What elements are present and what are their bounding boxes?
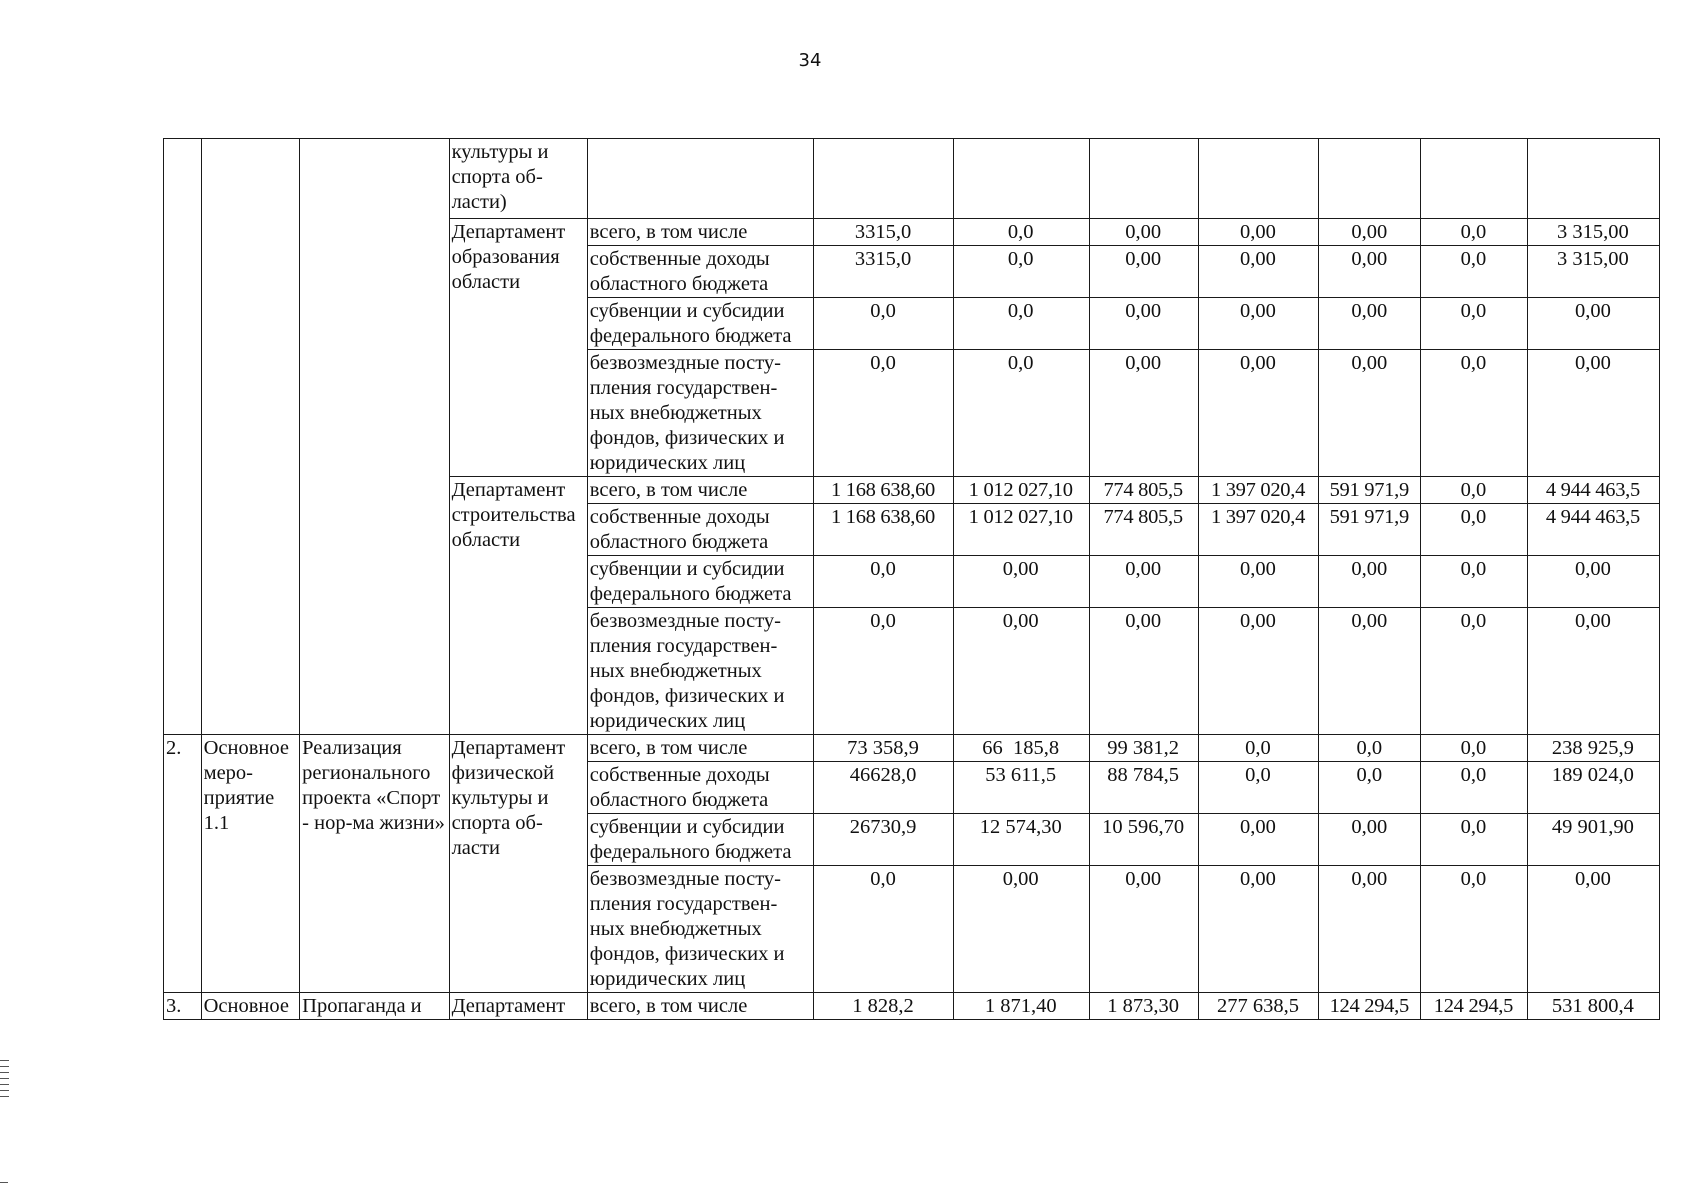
cell-source [587, 139, 814, 219]
cell-value: 0,00 [1198, 866, 1319, 993]
cell-source: всего, в том числе [587, 993, 814, 1020]
cell-value: 0,00 [1089, 556, 1198, 608]
cell-value: 0,0 [953, 298, 1089, 350]
cell-value: 124 294,5 [1319, 993, 1421, 1020]
cell-value: 0,0 [814, 556, 953, 608]
margin-marks [0, 1060, 9, 1102]
cell-value: 774 805,5 [1089, 477, 1198, 504]
cell-value: 0,00 [1319, 219, 1421, 246]
cell-value: 1 168 638,60 [814, 477, 953, 504]
cell-value: 0,00 [1319, 814, 1421, 866]
cell-source: безвозмездные посту-пления государствен-ных внебюджетных фондов, физических и юридических лиц [587, 608, 814, 735]
cell-value: 277 638,5 [1198, 993, 1319, 1020]
cell-source: безвозмездные посту-пления государствен-ных внебюджетных фондов, физических и юридических лиц [587, 350, 814, 477]
cell-value: 0,00 [953, 608, 1089, 735]
cell-total: 189 024,0 [1527, 762, 1659, 814]
cell-value: 774 805,5 [1089, 504, 1198, 556]
cell-value: 0,00 [953, 866, 1089, 993]
cell-value: 591 971,9 [1319, 477, 1421, 504]
cell-value: 0,00 [1089, 350, 1198, 477]
cell-executor: Департамент физической культуры и спорта об-ласти [449, 735, 587, 993]
cell-value: 1 871,40 [953, 993, 1089, 1020]
cell-value: 0,0 [1198, 762, 1319, 814]
cell-value: 0,00 [1319, 350, 1421, 477]
cell-executor: культуры и спорта об-ласти) [449, 139, 587, 219]
cell-value: 0,00 [1198, 608, 1319, 735]
cell-value: 124 294,5 [1421, 993, 1528, 1020]
cell-executor: Департамент образования области [449, 219, 587, 477]
cell-source: субвенции и субсидии федерального бюджета [587, 298, 814, 350]
cell-source: субвенции и субсидии федерального бюджета [587, 814, 814, 866]
cell-total: 0,00 [1527, 866, 1659, 993]
cell-value: 0,0 [1421, 477, 1528, 504]
cell-value: 0,0 [1421, 350, 1528, 477]
cell-value [1421, 139, 1528, 219]
cell-value: 0,00 [1198, 556, 1319, 608]
cell-value: 0,00 [1089, 219, 1198, 246]
cell-number: 3. [164, 993, 202, 1020]
cell-value: 0,0 [814, 350, 953, 477]
cell-value: 0,00 [1319, 866, 1421, 993]
cell-value [814, 139, 953, 219]
cell-value: 1 168 638,60 [814, 504, 953, 556]
cell-value: 1 397 020,4 [1198, 477, 1319, 504]
cell-project [300, 139, 449, 735]
cell-value: 0,0 [1319, 735, 1421, 762]
cell-value: 0,0 [1421, 298, 1528, 350]
cell-value: 591 971,9 [1319, 504, 1421, 556]
cell-source: собственные доходы областного бюджета [587, 504, 814, 556]
cell-value: 0,00 [1319, 556, 1421, 608]
page-number: 34 [798, 50, 822, 71]
cell-source: собственные доходы областного бюджета [587, 246, 814, 298]
table-row [164, 139, 1660, 219]
cell-value: 0,00 [1198, 814, 1319, 866]
cell-value: 0,00 [1089, 866, 1198, 993]
cell-total: 3 315,00 [1527, 219, 1659, 246]
cell-value: 1 012 027,10 [953, 477, 1089, 504]
cell-value: 0,0 [953, 350, 1089, 477]
cell-total: 0,00 [1527, 350, 1659, 477]
table-row [164, 993, 1660, 1020]
cell-total: 0,00 [1527, 608, 1659, 735]
cell-event [201, 139, 300, 735]
cell-value: 0,00 [1089, 246, 1198, 298]
cell-value: 0,0 [1421, 814, 1528, 866]
table-row [164, 735, 1660, 762]
cell-number: 2. [164, 735, 202, 993]
cell-source: всего, в том числе [587, 477, 814, 504]
cell-value: 0,0 [1198, 735, 1319, 762]
cell-event: Основное [201, 993, 300, 1020]
cell-total: 3 315,00 [1527, 246, 1659, 298]
cell-value: 10 596,70 [1089, 814, 1198, 866]
cell-value: 0,00 [953, 556, 1089, 608]
cell-value: 53 611,5 [953, 762, 1089, 814]
cell-executor: Департамент строительства области [449, 477, 587, 735]
cell-value: 0,0 [1421, 556, 1528, 608]
cell-source: всего, в том числе [587, 219, 814, 246]
margin-dash [0, 1182, 8, 1183]
cell-total [1527, 139, 1659, 219]
cell-value: 0,0 [1421, 762, 1528, 814]
cell-value: 0,0 [1319, 762, 1421, 814]
cell-total: 4 944 463,5 [1527, 504, 1659, 556]
cell-executor: Департамент [449, 993, 587, 1020]
cell-value [953, 139, 1089, 219]
cell-value: 0,0 [1421, 246, 1528, 298]
cell-value: 3315,0 [814, 219, 953, 246]
cell-value: 0,0 [953, 219, 1089, 246]
cell-value: 0,00 [1089, 608, 1198, 735]
cell-value: 99 381,2 [1089, 735, 1198, 762]
cell-value: 1 397 020,4 [1198, 504, 1319, 556]
cell-value: 73 358,9 [814, 735, 953, 762]
cell-value: 0,0 [1421, 504, 1528, 556]
cell-value: 0,00 [1198, 298, 1319, 350]
cell-value: 0,0 [814, 608, 953, 735]
cell-total: 0,00 [1527, 556, 1659, 608]
cell-value: 26730,9 [814, 814, 953, 866]
cell-source: субвенции и субсидии федерального бюджета [587, 556, 814, 608]
cell-value [1089, 139, 1198, 219]
cell-value [1319, 139, 1421, 219]
cell-value: 0,0 [953, 246, 1089, 298]
cell-event: Основное меро-приятие 1.1 [201, 735, 300, 993]
cell-value: 0,00 [1198, 219, 1319, 246]
cell-source: собственные доходы областного бюджета [587, 762, 814, 814]
cell-value: 0,00 [1319, 246, 1421, 298]
cell-value: 0,00 [1198, 350, 1319, 477]
cell-value: 1 828,2 [814, 993, 953, 1020]
budget-table [163, 138, 1660, 1020]
cell-value: 3315,0 [814, 246, 953, 298]
cell-value: 1 012 027,10 [953, 504, 1089, 556]
cell-value: 0,00 [1198, 246, 1319, 298]
cell-value: 0,0 [814, 298, 953, 350]
cell-total: 4 944 463,5 [1527, 477, 1659, 504]
cell-value: 66 185,8 [953, 735, 1089, 762]
cell-value: 46628,0 [814, 762, 953, 814]
cell-project: Реализация регионального проекта «Спорт - нор-ма жизни» [300, 735, 449, 993]
cell-total: 238 925,9 [1527, 735, 1659, 762]
cell-value: 1 873,30 [1089, 993, 1198, 1020]
cell-value: 0,0 [1421, 219, 1528, 246]
cell-value: 88 784,5 [1089, 762, 1198, 814]
cell-value: 0,00 [1319, 608, 1421, 735]
cell-value: 0,0 [814, 866, 953, 993]
cell-value [1198, 139, 1319, 219]
cell-value: 0,00 [1089, 298, 1198, 350]
cell-total: 49 901,90 [1527, 814, 1659, 866]
cell-project: Пропаганда и [300, 993, 449, 1020]
cell-value: 0,0 [1421, 608, 1528, 735]
cell-source: всего, в том числе [587, 735, 814, 762]
cell-total: 0,00 [1527, 298, 1659, 350]
cell-value: 0,0 [1421, 866, 1528, 993]
cell-number [164, 139, 202, 735]
cell-value: 0,00 [1319, 298, 1421, 350]
cell-total: 531 800,4 [1527, 993, 1659, 1020]
cell-source: безвозмездные посту-пления государствен-ных внебюджетных фондов, физических и юридических лиц [587, 866, 814, 993]
cell-value: 0,0 [1421, 735, 1528, 762]
cell-value: 12 574,30 [953, 814, 1089, 866]
